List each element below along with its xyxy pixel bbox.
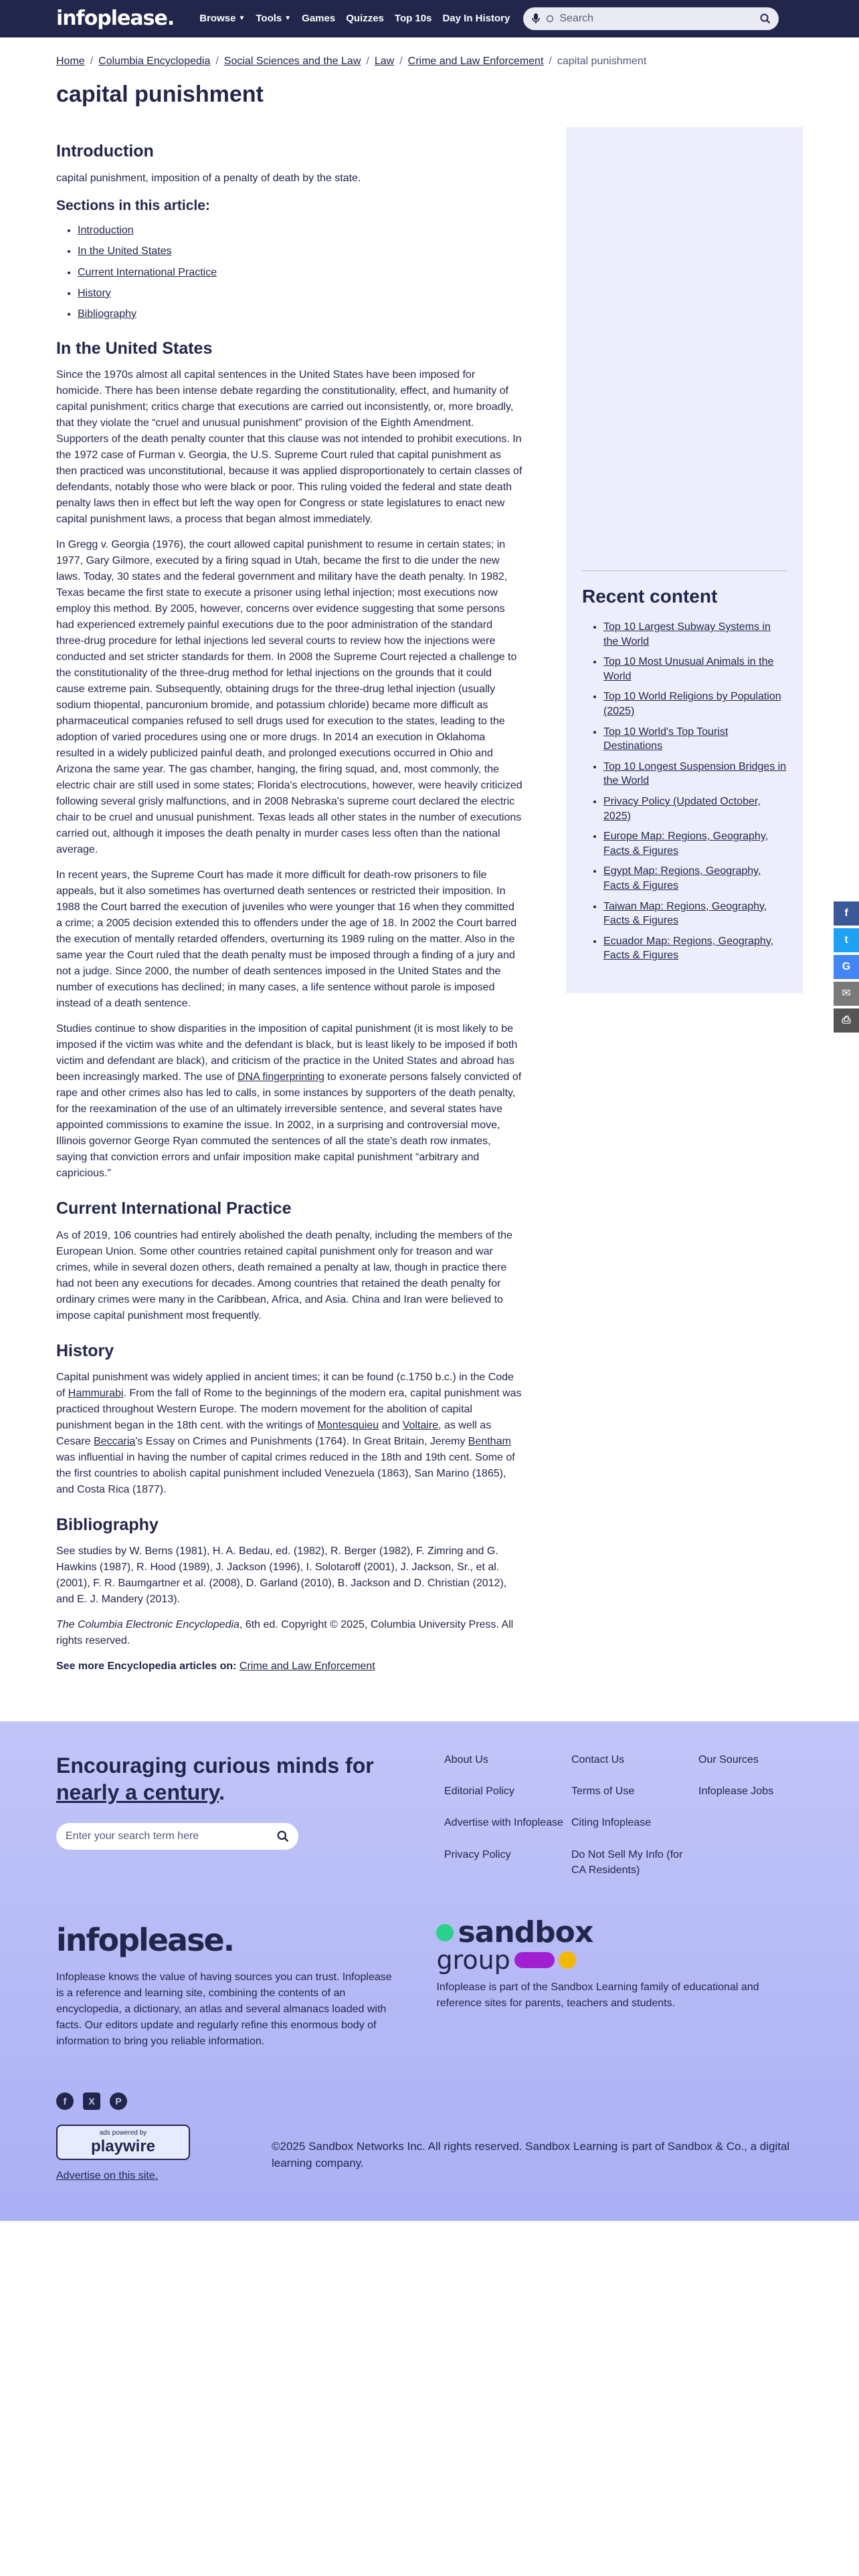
breadcrumb-crime-law-enforcement[interactable]: Crime and Law Enforcement: [407, 56, 544, 67]
list-item: [603, 794, 787, 823]
list-item: [603, 899, 787, 928]
ads-powered-by: ads powered by: [99, 2129, 147, 2137]
footer-left: [56, 1752, 404, 1878]
history-paragraph: [56, 1370, 523, 1498]
footer-link-contact[interactable]: Contact Us: [571, 1754, 625, 1766]
sandbox-block: [436, 1915, 803, 2059]
footer-search: [56, 1823, 298, 1850]
sidebar-box: [566, 127, 803, 992]
sandbox-group-logo[interactable]: [436, 1915, 803, 1975]
ads-block: [56, 2125, 190, 2183]
twitter-share-icon[interactable]: t: [834, 928, 859, 952]
sidebar: [566, 127, 803, 1684]
main-nav: [199, 11, 510, 26]
us-paragraph-2: In Gregg v. Georgia (1976), the court allowed capital punishment to resume in certain states; in 1977, Gary Gilmore, executed by a firing squad in Utah, became the first to die under the new laws. Today, 30 states and the federal government and military have the death penalty. In 1982, Texas became the first state to execute a prisoner using lethal injection; most executions now employ this method. By 2005, however, concerns over evidence suggesting that some persons had experienced extremely painful executions due to the poor administration of the standard three-drug procedure for lethal injections led several courts to review how the injections were conducted and set stricter standards for them. In 2008 the Supreme Court rejected a challenge to the constitutionality of the three-drug method for lethal injections on the grounds that it could cause extreme pain. Subsequently, obtaining drugs for the three-drug lethal injection (usually sodium thiopental, pancuronium bromide, and potassium chloride) became more difficult as pharmaceutical companies refused to sell drugs used for execution to the states, leading to the adoption of varied procedures using one or more drugs. In 2014 an execution in Oklahoma resulted in a widely publicized painful death, and prolonged executions occurred in Ohio and Arizona the same year. The gas chamber, hanging, the firing squad, and, most commonly, the electric chair are still used in some states; Florida's electrocutions, however, were heavily criticized following several grisly malfunctions, and in 2008 Nebraska's supreme court declared the electric chair to be cruel and unusual punishment. Texas leads all other states in the number of executions carried out, although it imposes the death penalty in murder cases less often than the national average.: [56, 539, 522, 856]
footer-link-jobs[interactable]: Infoplease Jobs: [698, 1786, 774, 1798]
microphone-icon[interactable]: [531, 13, 541, 25]
print-icon[interactable]: ⎙: [834, 1008, 859, 1033]
toc-link-history[interactable]: History: [78, 287, 111, 299]
list-item: [603, 655, 787, 683]
link-voltaire[interactable]: Voltaire: [402, 1419, 439, 1431]
text: , as well as Cesare: [56, 1419, 492, 1447]
bibliography-paragraph: See studies by W. Berns (1981), H. A. Bedau, ed. (1982), R. Berger (1982), F. Zimring and G. Hawkins (1987), R. Hood (1989), J. Jackson (1996), I. Solotaroff (2001), J. Jackson, Sr., et al. (2001), F. R. Baumgartner et al. (2008), D. Garland (2010), B. Jackson and D. Christian (2012), and E. J. Mandery (2013).: [56, 1545, 507, 1606]
share-bar: [834, 901, 859, 1033]
international-paragraph: As of 2019, 106 countries had entirely abolished the death penalty, including the members of the European Union. Some other countries retained capital punishment only for treason and war crimes, while in several dozen others, death remained a penalty at law, though in practice there had not been any executions for decades. Among countries that retained the death penalty for ordinary crimes were many in the Caribbean, Africa, and Asia. China and Iran were believed to impose capital punishment most frequently.: [56, 1229, 512, 1321]
footer-brand: [56, 1918, 396, 2059]
us-paragraph-3: In recent years, the Supreme Court has made it more difficult for death-row prisoners to file appeals, but it also sometimes has overturned death sentences or restricted their imposition. In 1988 the Court barred the execution of juveniles who were younger that 16 when they committed a crime; a 2005 decision extended this to offenders under the age of 18. In 2002 the Court barred the execution of mentally retarded offenders, overturning its 1989 ruling on the matter. Also in the same year the Court ruled that the death penalty must be imposed through a finding of a jury and not a judge. Since 2000, the number of death sentences imposed in the United States and the number of executions has declined; in many cases, a life sentence without parole is imposed instead of a death sentence.: [56, 869, 517, 1010]
footer-search-input[interactable]: [66, 1830, 277, 1842]
footer-column-3: [698, 1752, 799, 1878]
text: to exonerate persons falsely convicted of rape and other crimes also has led to calls, in some instances by supporters of the death penalty, for the reexamination of the use of an ultimately irreversible sentence, and several states have appointed commissions to examine the issue. In 2002, in a surprising and controversial move, Illinois governor George Ryan commuted the sentences of all the state's death row inmates, saying that conviction errors and unfair imposition make capital punishment “arbitrary and capricious.”: [56, 1071, 522, 1180]
logo-row: [436, 1915, 803, 1950]
text: , 6th ed. Copyright © 2025, Columbia University Press. All rights reserved.: [56, 1619, 514, 1647]
search-input[interactable]: [559, 13, 755, 25]
circle-icon: [546, 15, 554, 23]
sandbox-word: sandbox: [458, 1915, 593, 1950]
breadcrumb-separator: /: [215, 56, 219, 67]
top-navigation-bar: [0, 0, 859, 37]
search-icon[interactable]: [760, 13, 771, 24]
recent-link[interactable]: Top 10 World Religions by Population (2025): [603, 691, 781, 718]
footer-bottom-row: [56, 2125, 803, 2183]
link-hammurabi[interactable]: Hammurabi: [68, 1387, 124, 1399]
breadcrumb-columbia-encyclopedia[interactable]: Columbia Encyclopedia: [98, 56, 211, 67]
breadcrumb-current: capital punishment: [557, 56, 647, 67]
facebook-share-icon[interactable]: f: [834, 901, 859, 926]
email-share-icon[interactable]: ✉: [834, 982, 859, 1006]
ad-slot: [582, 143, 787, 571]
table-of-contents: [56, 223, 523, 322]
footer-links: [444, 1752, 799, 1878]
facebook-icon[interactable]: f: [56, 2092, 74, 2110]
google-share-icon[interactable]: G: [834, 955, 859, 979]
text: Capital punishment was widely applied in ancient times; it can be found (c.1750 b.c.) in the Code of: [56, 1371, 514, 1399]
x-icon[interactable]: X: [83, 2092, 100, 2110]
green-dot: [436, 1924, 454, 1941]
section-heading-bibliography: Bibliography: [56, 1515, 159, 1534]
link-beccaria[interactable]: Beccaria: [94, 1435, 136, 1447]
advertise-link[interactable]: Advertise on this site.: [56, 2169, 159, 2181]
footer-about-text: Infoplease knows the value of having sources you can trust. Infoplease is a reference and learning site, combining the contents of an encyclopedia, a dictionary, an atlas and several almanacs loaded with facts. Our editors update and regularly refine this enormous body of information to bring you reliable information.: [56, 1971, 392, 2047]
encyclopedia-name: The Columbia Electronic Encyclopedia: [56, 1619, 240, 1631]
recent-link[interactable]: Taiwan Map: Regions, Geography, Facts & Figures: [603, 900, 767, 927]
footer-link-privacy[interactable]: Privacy Policy: [444, 1848, 511, 1860]
list-item: [603, 689, 787, 718]
footer-headline: [56, 1752, 404, 1806]
recent-link[interactable]: Top 10 Longest Suspension Bridges in the World: [603, 760, 787, 787]
recent-link[interactable]: Egypt Map: Regions, Geography, Facts & Figures: [603, 865, 761, 891]
nav-games[interactable]: Games: [302, 13, 336, 25]
chevron-down-icon: ▼: [284, 14, 292, 22]
link-dna-fingerprinting[interactable]: DNA fingerprinting: [237, 1071, 324, 1083]
breadcrumb-home[interactable]: Home: [56, 56, 85, 67]
footer-link-advertise[interactable]: Advertise with Infoplease: [444, 1817, 563, 1829]
chevron-down-icon: ▼: [238, 14, 246, 22]
footer-column-2: [571, 1752, 698, 1878]
nav-quizzes[interactable]: Quizzes: [346, 13, 384, 25]
toc-item: [78, 306, 523, 322]
breadcrumb-law[interactable]: Law: [374, 56, 395, 67]
breadcrumb-separator: /: [399, 56, 403, 67]
breadcrumb-separator: /: [549, 56, 552, 67]
toc-item: [78, 286, 523, 301]
footer-column-1: [444, 1752, 571, 1878]
footer-logo[interactable]: infoplease.: [56, 1922, 234, 1959]
list-item: [603, 864, 787, 893]
toc-link-united-states[interactable]: In the United States: [78, 245, 172, 257]
section-heading-introduction: Introduction: [56, 142, 154, 161]
footer-link-do-not-sell[interactable]: Do Not Sell My Info (for CA Residents): [571, 1848, 683, 1876]
section-heading-history: History: [56, 1341, 114, 1360]
nav-browse-label: Browse: [199, 13, 236, 25]
toc-item: [78, 223, 523, 238]
toc-link-introduction[interactable]: Introduction: [78, 225, 134, 237]
article-body: [56, 127, 523, 1684]
us-paragraph-4: [56, 1021, 523, 1182]
page-body: [0, 37, 859, 1684]
breadcrumb-separator: /: [366, 56, 369, 67]
toc-item: [78, 265, 523, 280]
footer-middle: [56, 1915, 803, 2059]
nav-top10s[interactable]: Top 10s: [394, 13, 432, 25]
legal-text: ©2025 Sandbox Networks Inc. All rights reserved. Sandbox Learning is part of Sandbox & Co., a digital learning company.: [272, 2139, 790, 2170]
nav-day-in-history[interactable]: Day In History: [442, 13, 510, 25]
text: . From the fall of Rome to the beginnings of the modern era, capital punishment was practiced throughout Western Europe. The modern movement for the abolition of capital punishment began in the 18th cent. with the writings of: [56, 1387, 522, 1431]
social-links: [56, 2092, 803, 2110]
see-more-link[interactable]: Crime and Law Enforcement: [239, 1660, 375, 1673]
footer-top: [56, 1752, 803, 1878]
link-bentham[interactable]: Bentham: [468, 1435, 511, 1447]
breadcrumb: [56, 37, 803, 69]
site-footer: [0, 1721, 859, 2221]
recent-content-list: [582, 620, 787, 963]
copyright-notice: [56, 1617, 523, 1649]
recent-content-heading: Recent content: [582, 586, 718, 607]
sandbox-text: Infoplease is part of the Sandbox Learning family of educational and reference sites for parents, teachers and students.: [436, 1981, 759, 2010]
breadcrumb-social-sciences[interactable]: Social Sciences and the Law: [223, 56, 361, 67]
section-heading-united-states: In the United States: [56, 339, 213, 358]
playwire-badge[interactable]: [56, 2125, 190, 2160]
section-heading-international: Current International Practice: [56, 1199, 292, 1218]
text: Encouraging curious minds for: [56, 1753, 374, 1778]
recent-link[interactable]: Privacy Policy (Updated October, 2025): [603, 796, 761, 822]
footer-link-sources[interactable]: Our Sources: [698, 1754, 759, 1766]
see-more-label: See more Encyclopedia articles on:: [56, 1660, 237, 1673]
footer-link-editorial-policy[interactable]: Editorial Policy: [444, 1786, 514, 1798]
recent-link[interactable]: Top 10 World's Top Tourist Destinations: [603, 726, 729, 752]
link-montesquieu[interactable]: Montesquieu: [317, 1419, 379, 1431]
list-item: [603, 760, 787, 788]
pinterest-icon[interactable]: P: [110, 2092, 127, 2110]
content-layout: [56, 127, 803, 1684]
text: .: [219, 1780, 225, 1805]
see-more: [56, 1658, 523, 1675]
text: nearly a century: [56, 1780, 219, 1805]
header-search: [523, 7, 779, 30]
toc-item: [78, 243, 523, 259]
us-paragraph-1: Since the 1970s almost all capital sentences in the United States have been imposed for homicide. There has been intense debate regarding the constitutionality, effect, and humanity of capital punishment; critics charge that executions are carried out inconsistently, or, more broadly, that they violate the “cruel and unusual punishment” provision of the Eighth Amendment. Supporters of the death penalty counter that this clause was not intended to prohibit executions. In the 1972 case of Furman v. Georgia, the U.S. Supreme Court ruled that capital punishment as then practiced was unconstitutional, because it was applied disproportionately to certain classes of defendants, notably those who were black or poor. This ruling voided the federal and state death penalty laws then in effect but left the way open for Congress or state legislatures to enact new capital punishment laws, a process that began almost immediately.: [56, 369, 522, 526]
footer-bottom: [56, 2092, 803, 2183]
list-item: [603, 620, 787, 649]
toc-link-bibliography[interactable]: Bibliography: [78, 308, 137, 320]
purple-pill: [514, 1952, 555, 1968]
nav-tools[interactable]: [256, 11, 291, 26]
recent-link[interactable]: Top 10 Most Unusual Animals in the World: [603, 656, 774, 682]
recent-link[interactable]: Top 10 Largest Subway Systems in the World: [603, 621, 771, 647]
toc-link-international[interactable]: Current International Practice: [78, 266, 217, 278]
recent-link[interactable]: Europe Map: Regions, Geography, Facts & Figures: [603, 831, 769, 857]
sections-heading: Sections in this article:: [56, 197, 210, 213]
advertise-link-wrap: [56, 2168, 190, 2183]
page-title: capital punishment: [56, 82, 264, 108]
group-word: group: [436, 1945, 510, 1975]
yellow-dot: [559, 1951, 576, 1969]
search-icon[interactable]: [277, 1830, 289, 1842]
recent-link[interactable]: Ecuador Map: Regions, Geography, Facts & Figures: [603, 935, 774, 962]
list-item: [603, 934, 787, 963]
logo-row: [436, 1947, 803, 1973]
footer-link-citing[interactable]: Citing Infoplease: [571, 1817, 652, 1829]
intro-text: capital punishment, imposition of a penalty of death by the state.: [56, 172, 361, 184]
footer-link-terms[interactable]: Terms of Use: [571, 1786, 635, 1798]
text: Studies continue to show disparities in the imposition of capital punishment (it is most likely to be imposed if the victim was white and the defendant is black, but is least likely to be imposed if both victim and defendant are black), and criticism of the practice in the United States and abroad has been increasingly marked. The use of: [56, 1023, 518, 1083]
nav-browse[interactable]: [199, 11, 245, 26]
footer-link-about[interactable]: About Us: [444, 1754, 488, 1766]
list-item: [603, 829, 787, 858]
list-item: [603, 725, 787, 754]
nav-tools-label: Tools: [256, 13, 282, 25]
breadcrumb-separator: /: [90, 56, 94, 67]
text: and: [379, 1419, 403, 1431]
text: was influential in having the number of capital crimes reduced in the 18th and 19th cent. Some of the first countries to abolish capital punishment included Venezuela (1863), San Marino (1865), and Costa Rica (1877).: [56, 1451, 515, 1495]
text: 's Essay on Crimes and Punishments (1764). In Great Britain, Jeremy: [135, 1435, 468, 1447]
playwire-brand: playwire: [90, 2137, 156, 2156]
site-logo[interactable]: infoplease.: [56, 7, 175, 31]
